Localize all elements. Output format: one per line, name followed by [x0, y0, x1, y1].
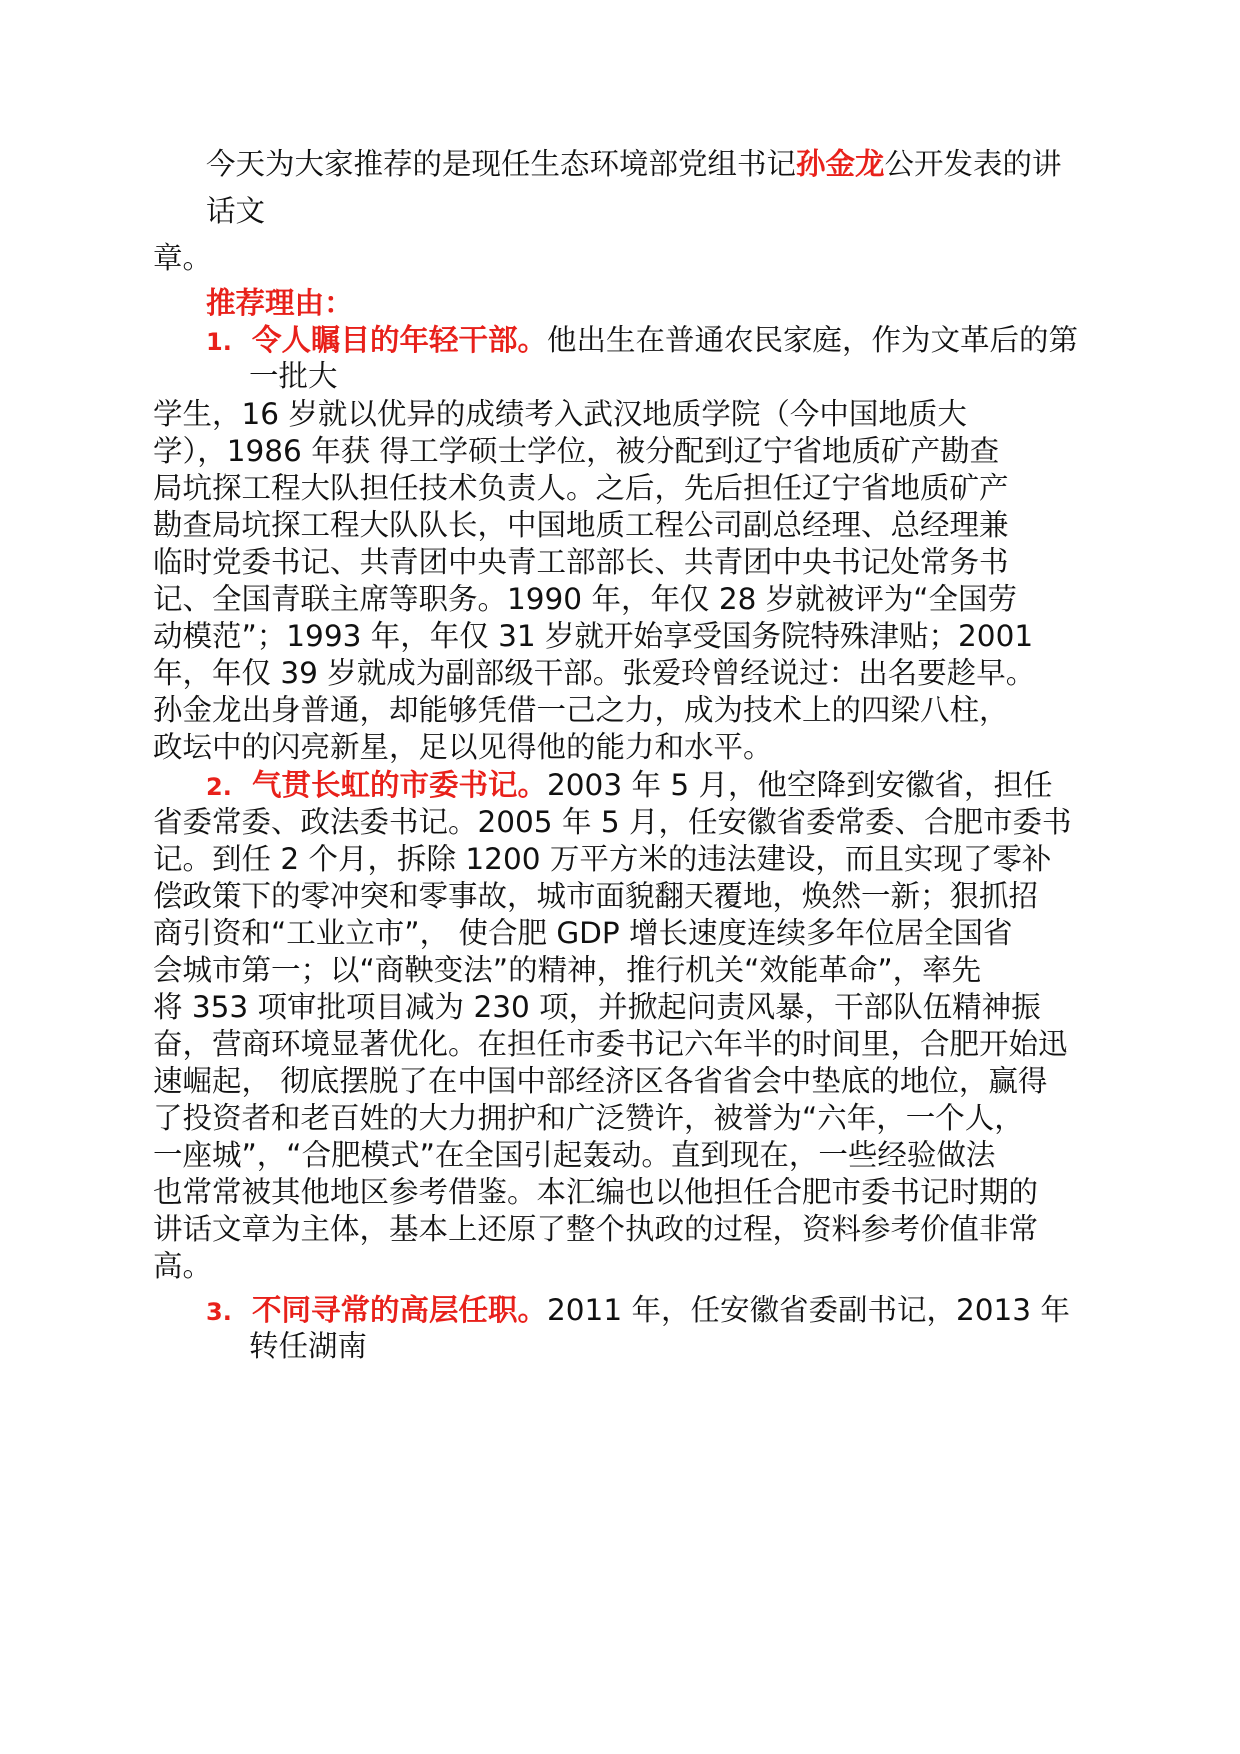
item-1-title: 令人瞩目的年轻干部。: [252, 323, 548, 357]
item-2-body-line: 了投资者和老百姓的大力拥护和广泛赞许，被誉为“六年，一个人，: [153, 1101, 1024, 1135]
item-2-body-line: 一座城”，“合肥模式”在全国引起轰动。直到现在，一些经验做法: [153, 1138, 996, 1172]
item-2-first-line: [206, 765, 1053, 807]
item-3-second-line: 转任湖南: [249, 1329, 368, 1363]
item-2-body-line: 会城市第一；以“商鞅变法”的精神，推行机关“效能革命”，率先: [153, 953, 982, 987]
item-2-body-line: 将 353 项审批项目减为 230 项，并掀起问责风暴，干部队伍精神振: [153, 990, 1041, 1024]
item-1-second-line: 一批大: [249, 359, 338, 393]
item-1-body-line: 临时党委书记、共青团中央青工部部长、共青团中央书记处常务书: [153, 545, 1009, 579]
item-1-body-line: 记、全国青联主席等职务。1990 年，年仅 28 岁就被评为“全国劳: [153, 582, 1018, 616]
intro-line-2: 话文: [206, 194, 266, 228]
intro-line-3: 章。: [153, 241, 213, 275]
item-2-body-line: 讲话文章为主体，基本上还原了整个执政的过程，资料参考价值非常: [153, 1212, 1039, 1246]
item-1-body-line: 学），1986 年获 得工学硕士学位，被分配到辽宁省地质矿产勘查: [153, 434, 1000, 468]
section-heading: 推荐理由：: [206, 286, 354, 320]
item-1-body-line: 孙金龙出身普通，却能够凭借一己之力，成为技术上的四梁八柱，: [153, 693, 1009, 727]
intro-text-b: 公开发表的讲: [884, 147, 1062, 181]
item-2-title: 气贯长虹的市委书记。: [252, 768, 548, 802]
item-1-body-line: 学生，16 岁就以优异的成绩考入武汉地质学院（今中国地质大: [153, 397, 967, 431]
item-2-body-line: 速崛起， 彻底摆脱了在中国中部经济区各省省会中垫底的地位，赢得: [153, 1064, 1048, 1098]
item-3-lead: 2011 年，任安徽省委副书记，2013 年: [547, 1293, 1070, 1327]
item-3-title: 不同寻常的高层任职。: [252, 1293, 548, 1327]
item-1-body-line: 动模范”；1993 年，年仅 31 岁就开始享受国务院特殊津贴；2001: [153, 619, 1034, 653]
intro-text-a: 今天为大家推荐的是现任生态环境部党组书记: [206, 147, 797, 181]
item-2-body-line: 省委常委、政法委书记。2005 年 5 月，任安徽省委常委、合肥市委书: [153, 805, 1072, 839]
item-1-body-line: 政坛中的闪亮新星，足以见得他的能力和水平。: [153, 730, 773, 764]
intro-line-1: [206, 144, 1062, 184]
item-1-body-line: 年，年仅 39 岁就成为副部级干部。张爱玲曾经说过：出名要趁早。: [153, 656, 1036, 690]
item-1-body-line: 局坑探工程大队担任技术负责人。之后，先后担任辽宁省地质矿产: [153, 471, 1009, 505]
item-1-lead: 他出生在普通农民家庭，作为文革后的第: [547, 323, 1079, 357]
item-2-lead: 2003 年 5 月，他空降到安徽省，担任: [547, 768, 1053, 802]
item-3-number: 3.: [206, 1298, 232, 1326]
item-2-body-line: 也常常被其他地区参考借鉴。本汇编也以他担任合肥市委书记时期的: [153, 1175, 1039, 1209]
item-2-body-line: 奋，营商环境显著优化。在担任市委书记六年半的时间里，合肥开始迅: [153, 1027, 1068, 1061]
item-1-number: 1.: [206, 328, 232, 356]
item-2-number: 2.: [206, 773, 232, 801]
item-1-body-line: 勘查局坑探工程大队队长，中国地质工程公司副总经理、总经理兼: [153, 508, 1009, 542]
item-2-body-line: 偿政策下的零冲突和零事故，城市面貌翻天覆地，焕然一新；狠抓招: [153, 879, 1039, 913]
item-2-body-line: 记。到任 2 个月，拆除 1200 万平方米的违法建设，而且实现了零补: [153, 842, 1052, 876]
highlighted-name: 孙金龙: [796, 147, 885, 181]
item-2-body-line: 商引资和“工业立市”， 使合肥 GDP 增长速度连续多年位居全国省: [153, 916, 1013, 950]
item-2-body-line: 高。: [153, 1249, 213, 1283]
